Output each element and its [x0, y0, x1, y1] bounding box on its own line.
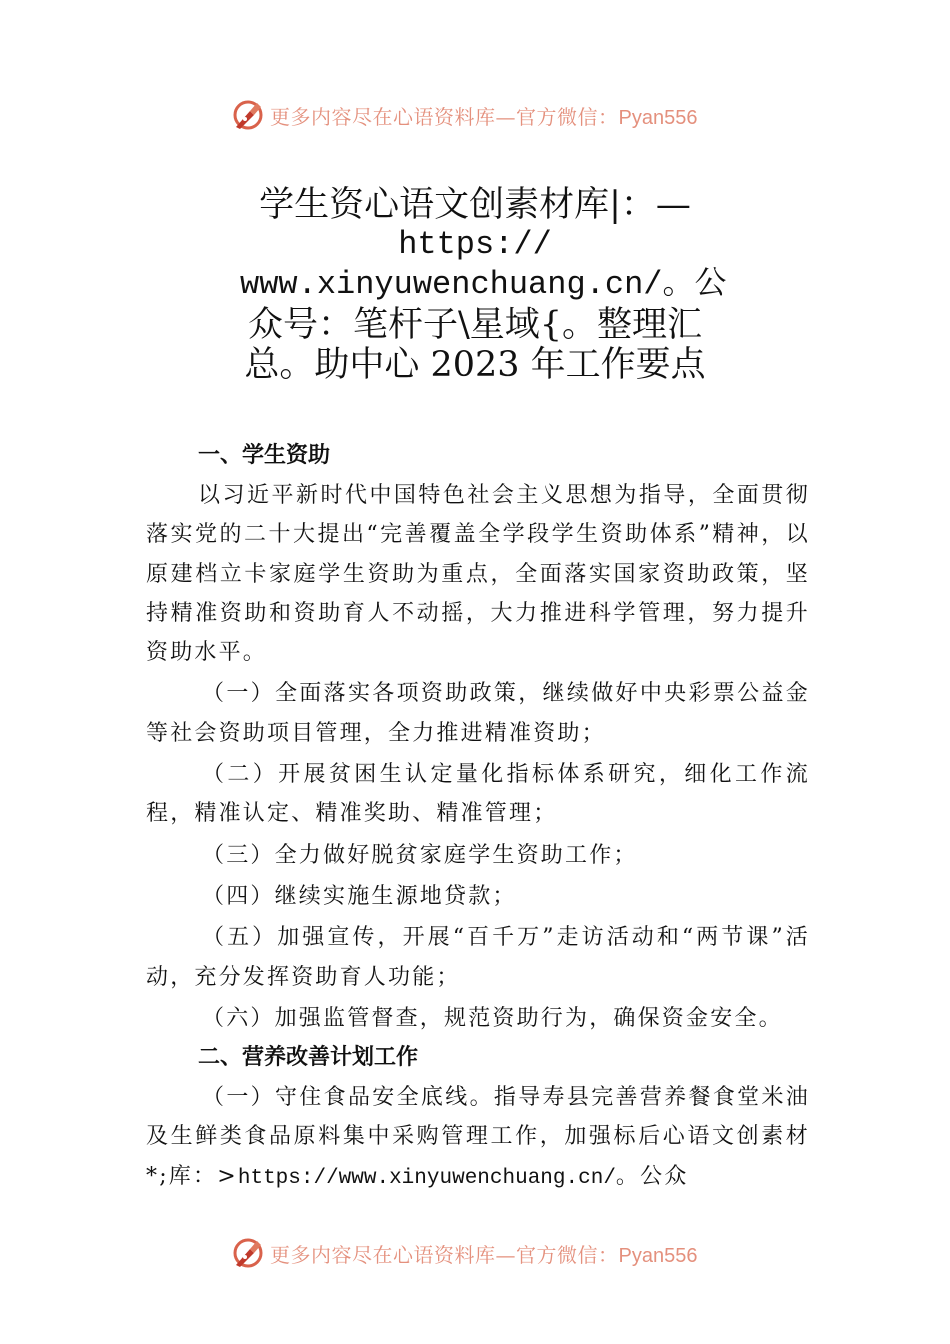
section-1-item-3: （三）全力做好脱贫家庭学生资助工作；: [202, 842, 638, 868]
section-1-item-1: （一）全面落实各项资助政策，继续做好中央彩票公益金等社会资助项目管理，全力推进精准资助；: [146, 681, 810, 746]
header-watermark: [230, 93, 730, 137]
watermark-text: 更多内容尽在心语资料库—官方微信：Pyan556: [270, 1242, 698, 1267]
section-2-item-1: （一）守住食品安全底线。指导寿县完善营养餐食堂米油及生鲜类食品原料集中采购管理工作，加强标后心语文创素材*;库：>https://www.xinyuwenchuang.cn/。公众: [146, 1085, 810, 1190]
section-1-item-5: （五）加强宣传，开展“百千万”走访活动和“两节课”活动，充分发挥资助育人功能；: [146, 925, 810, 990]
section-1-item-6: （六）加强监管督查，规范资助行为，确保资金安全。: [202, 1005, 783, 1031]
watermark-wechat-id: Pyan556: [618, 106, 698, 129]
section-heading-1: 一、学生资助: [198, 443, 331, 468]
section-heading-2: 二、营养改善计划工作: [198, 1045, 419, 1071]
pen-nib-logo-icon: [230, 1235, 266, 1271]
section-1-item-2: （二）开展贫困生认定量化指标体系研究，细化工作流程，精准认定、精准奖助、精准管理；: [146, 762, 810, 827]
section-1-item-4: （四）继续实施生源地贷款；: [202, 883, 517, 909]
title-line-1: 学生资心语文创素材库|：—: [259, 185, 691, 225]
section-2-url: https://www.xinyuwenchuang.cn/: [237, 1166, 616, 1190]
document-title: [240, 185, 727, 385]
watermark-wechat-id: Pyan556: [618, 1244, 698, 1267]
pen-nib-logo-icon: [230, 97, 266, 133]
title-line-2: https://: [398, 226, 552, 263]
document-body: [146, 436, 810, 1198]
title-line-3: www.xinyuwenchuang.cn/。公: [240, 266, 727, 303]
watermark-text: 更多内容尽在心语资料库—官方微信：Pyan556: [270, 104, 698, 129]
title-line-4: 众号：笔杆子\星域{。整理汇: [247, 305, 703, 345]
section-1-intro: 以习近平新时代中国特色社会主义思想为指导，全面贯彻落实党的二十大提出“完善覆盖全学段学生资助体系”精神，以原建档立卡家庭学生资助为重点，全面落实国家资助政策，坚持精准资助和资助育人不动摇，大力推进科学管理，努力提升资助水平。: [146, 483, 810, 666]
footer-watermark: [230, 1231, 730, 1275]
title-line-5: 总。助中心 2023 年工作要点: [244, 345, 706, 385]
